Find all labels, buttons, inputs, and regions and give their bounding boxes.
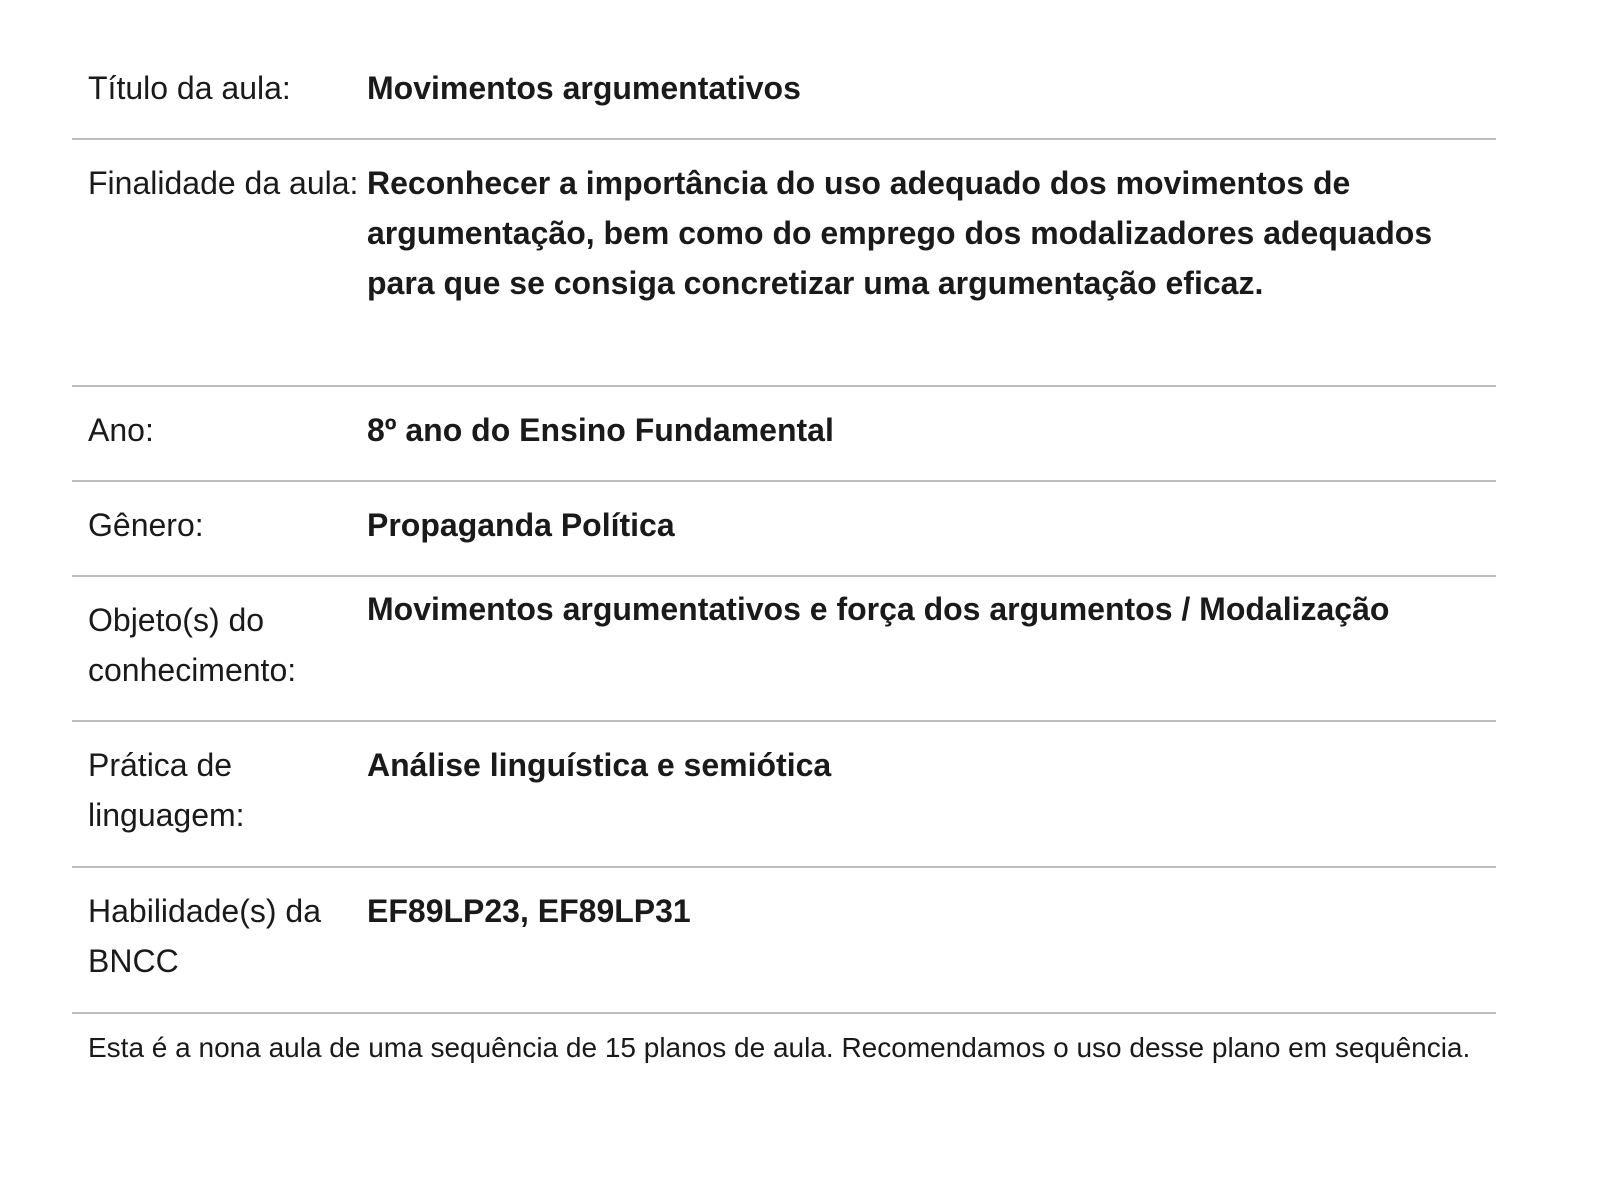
row-label: Título da aula: xyxy=(88,70,291,106)
row-label: Gênero: xyxy=(88,507,204,543)
row-title xyxy=(72,63,1496,140)
row-value: Movimentos argumentativos e força dos argumentos / Modalização xyxy=(367,591,1390,627)
row-value: Análise linguística e semiótica xyxy=(367,747,832,783)
row-label: Habilidade(s) da BNCC xyxy=(88,893,322,979)
row-value: EF89LP23, EF89LP31 xyxy=(367,893,691,929)
row-value: 8º ano do Ensino Fundamental xyxy=(367,412,834,448)
row-label: Objeto(s) do conhecimento: xyxy=(88,602,297,688)
lesson-info-table xyxy=(72,63,1496,1014)
row-purpose xyxy=(72,140,1496,387)
row-knowledge-objects xyxy=(72,577,1496,722)
row-value: Propaganda Política xyxy=(367,507,675,543)
row-value: Movimentos argumentativos xyxy=(367,70,801,106)
row-genre xyxy=(72,482,1496,577)
row-language-practice xyxy=(72,722,1496,868)
row-bncc-skills xyxy=(72,868,1496,1014)
row-label: Ano: xyxy=(88,412,154,448)
sequence-note: Esta é a nona aula de uma sequência de 15 planos de aula. Recomendamos o uso desse plano em sequência. xyxy=(88,1032,1471,1063)
row-label: Prática de linguagem: xyxy=(88,747,245,833)
row-label: Finalidade da aula: xyxy=(88,165,359,201)
row-value: Reconhecer a importância do uso adequado dos movimentos de argumentação, bem como do emprego dos modalizadores adequados para que se consiga concretizar uma argumentação eficaz. xyxy=(367,165,1433,301)
row-year xyxy=(72,387,1496,482)
